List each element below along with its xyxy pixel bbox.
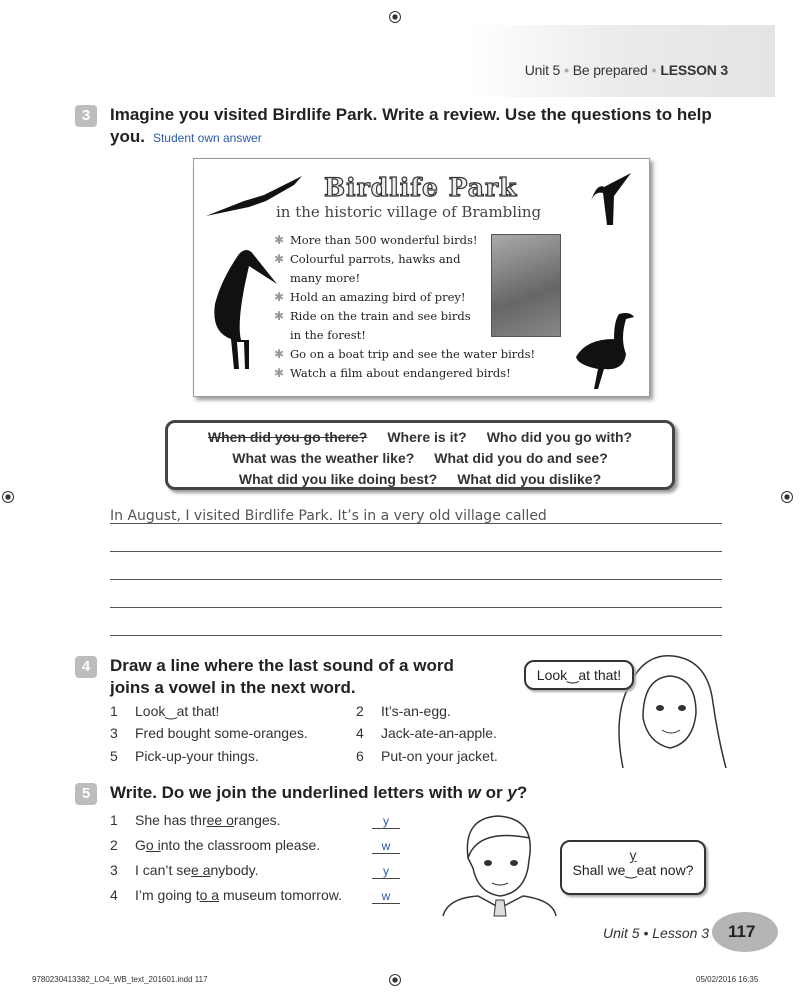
feature-item: ✱ More than 500 wonderful birds!	[274, 231, 535, 250]
registration-mark-icon	[781, 491, 793, 503]
exercise-4-title: Draw a line where the last sound of a word joins a vowel in the next word.	[110, 656, 454, 697]
feature-item: ✱ Ride on the train and see birds in the forest!	[274, 307, 474, 345]
item-text: It’s-an-egg.	[381, 703, 451, 719]
exercise-3-title: Imagine you visited Birdlife Park. Write a review. Use the questions to help you.	[110, 105, 712, 146]
item-number: 1	[110, 812, 118, 828]
question: What did you like doing best?	[238, 471, 438, 487]
birdlife-poster	[193, 158, 650, 397]
exercise-title	[110, 104, 720, 149]
writing-line[interactable]	[110, 579, 722, 580]
poster-subtitle: in the historic village of Brambling	[276, 203, 542, 221]
header-topic: Be prepared	[572, 62, 648, 78]
goose-silhouette-icon	[574, 309, 639, 391]
underlined-letters: e a	[191, 862, 211, 878]
print-date: 05/02/2016 16:35	[696, 975, 759, 984]
title-or: or	[480, 783, 508, 802]
list-item	[110, 703, 219, 720]
underlined-letters: o a	[199, 887, 220, 903]
poster-title: Birdlife Park	[324, 173, 518, 202]
feature-item: ✱ Hold an amazing bird of prey!	[274, 288, 535, 307]
falcon-photo	[491, 234, 561, 337]
bubble-text: Shall we‿eat now?	[572, 862, 694, 878]
writing-line[interactable]	[110, 607, 722, 608]
speech-bubble: Look‿at that!	[524, 660, 634, 690]
item-text: nybody.	[210, 862, 259, 878]
list-item	[110, 812, 281, 828]
question: Who did you go with?	[486, 429, 633, 445]
page-number: 117	[712, 912, 778, 952]
question: When did you go there?	[207, 429, 368, 445]
registration-mark-icon	[2, 491, 14, 503]
stork-silhouette-icon	[209, 244, 279, 374]
exercise-number: 3	[75, 105, 97, 127]
item-number: 3	[110, 862, 118, 878]
writing-line[interactable]	[110, 551, 722, 552]
title-w: w	[467, 783, 481, 802]
item-number: 3	[110, 725, 118, 741]
item-number: 6	[356, 748, 364, 764]
feature-item: ✱ Go on a boat trip and see the water birds!	[274, 345, 535, 364]
exercise-number: 4	[75, 656, 97, 678]
item-number: 1	[110, 703, 118, 719]
feature-item: ✱ Colourful parrots, hawks and many more!	[274, 250, 474, 288]
answer-note: Student own answer	[152, 131, 262, 145]
item-number: 5	[110, 748, 118, 764]
print-filename: 9780230413382_LO4_WB_text_201601.indd 117	[32, 975, 208, 984]
title-y: y	[507, 783, 517, 802]
list-item	[356, 748, 498, 764]
item-text: museum tomorrow.	[219, 887, 342, 903]
written-answer[interactable]: In August, I visited Birdlife Park. It’s in a very old village called	[110, 508, 547, 524]
list-item	[110, 748, 259, 764]
list-item	[356, 725, 497, 741]
bubble-answer: y	[629, 847, 637, 863]
item-text: She has thr	[135, 812, 207, 828]
list-item	[356, 703, 451, 719]
item-text: I’m going t	[135, 887, 200, 903]
questions-box	[165, 420, 675, 490]
list-item	[110, 725, 308, 741]
answer-blank[interactable]: w	[372, 839, 400, 854]
item-text: ranges.	[233, 812, 281, 828]
answer-blank[interactable]: y	[372, 864, 400, 879]
item-text: Look‿at that!	[135, 703, 220, 719]
title-text: Write. Do we join the underlined letters with	[110, 783, 468, 802]
list-item	[110, 862, 259, 878]
answer-blank[interactable]: w	[372, 889, 400, 904]
registration-mark-icon	[389, 974, 401, 986]
writing-line[interactable]	[110, 523, 722, 524]
list-item	[110, 887, 342, 903]
header-unit: Unit 5	[524, 62, 561, 78]
exercise-5-title	[110, 782, 527, 804]
writing-line[interactable]	[110, 635, 722, 636]
running-header: Unit 5 • Be prepared • LESSON 3	[524, 62, 728, 78]
hummingbird-silhouette-icon	[589, 171, 634, 226]
item-text: Jack-ate-an-apple.	[381, 725, 497, 741]
list-item	[110, 837, 320, 853]
item-number: 2	[356, 703, 364, 719]
title-q: ?	[516, 783, 528, 802]
item-number: 4	[356, 725, 364, 741]
header-lesson: LESSON 3	[660, 62, 728, 78]
boy-illustration	[438, 808, 563, 918]
item-text: nto the classroom please.	[160, 837, 321, 853]
underlined-letters: o i	[145, 837, 161, 853]
speech-bubble	[560, 840, 706, 895]
answer-blank[interactable]: y	[372, 814, 400, 829]
item-number: 4	[110, 887, 118, 903]
question: What did you dislike?	[457, 471, 602, 487]
registration-mark-icon	[389, 11, 401, 23]
question: Where is it?	[387, 429, 467, 445]
item-text: Fred bought some-oranges.	[135, 725, 308, 741]
header-band	[470, 25, 775, 97]
exercise-number: 5	[75, 783, 97, 805]
feature-item: ✱ Watch a film about endangered birds!	[274, 364, 535, 383]
item-text: G	[135, 837, 146, 853]
item-text: Put-on your jacket.	[381, 748, 498, 764]
item-number: 2	[110, 837, 118, 853]
item-text: Pick-up-your things.	[135, 748, 259, 764]
question: What was the weather like?	[232, 450, 415, 466]
underlined-letters: ee o	[206, 812, 234, 828]
footer-label: Unit 5 • Lesson 3	[603, 925, 710, 941]
item-text: I can’t se	[135, 862, 192, 878]
question: What did you do and see?	[434, 450, 608, 466]
